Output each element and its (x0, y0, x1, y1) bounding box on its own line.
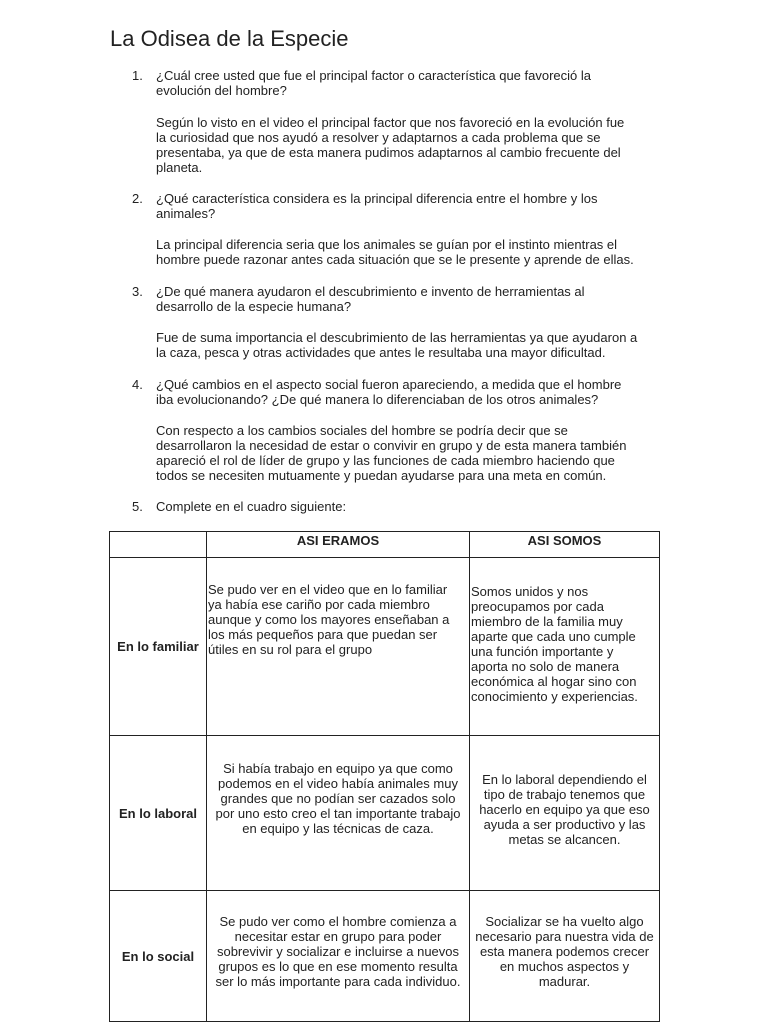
text-line: preocupamos por cada (471, 599, 604, 614)
text-line: una función importante y (471, 644, 614, 659)
text-line: hombre puede razonar antes cada situación que se le presente y aprende de ellas. (156, 252, 634, 267)
answer-text (156, 330, 666, 360)
text-line: hacerlo en equipo ya que eso (479, 802, 650, 817)
question-text (156, 284, 666, 314)
text-line: madurar. (538, 974, 591, 989)
text-line: Con respecto a los cambios sociales del hombre se podría decir que se (156, 423, 568, 438)
table-row (110, 558, 660, 736)
cell-somos (470, 558, 660, 736)
question-number: 4. (132, 377, 143, 392)
comparison-table (109, 531, 660, 1022)
text-line: metas se alcancen. (508, 832, 621, 847)
question-number: 3. (132, 284, 143, 299)
row-label-laboral: En lo laboral (110, 736, 207, 891)
text-line: desarrollaron la necesidad de estar o convivir en grupo y de esta manera también (156, 438, 627, 453)
text-line: grandes que no podían ser cazados solo (220, 791, 456, 806)
text-line: económica al hogar sino con (471, 674, 637, 689)
text-line: ya había ese cariño por cada miembro (208, 597, 430, 612)
text-line: animales? (156, 206, 216, 221)
text-line: conocimiento y experiencias. (471, 689, 638, 704)
text-line: Fue de suma importancia el descubrimiento de las herramientas ya que ayudaron a (156, 330, 638, 345)
text-line: aunque y como los mayores enseñaban a (208, 612, 450, 627)
text-line: aparte que cada uno cumple (471, 629, 636, 644)
question-text (156, 68, 666, 98)
table-header-asi-eramos: ASI ERAMOS (207, 532, 470, 558)
text-line: grupos es lo que en ese momento resulta (218, 959, 458, 974)
question-number: 1. (132, 68, 143, 83)
answer-text (156, 115, 666, 175)
text-line: la curiosidad que nos ayudó a resolver y adaptarnos a cada problema que se (156, 130, 601, 145)
text-line: aporta no solo de manera (471, 659, 620, 674)
table-header-asi-somos: ASI SOMOS (470, 532, 660, 558)
question-text (156, 191, 666, 221)
text-line: iba evolucionando? ¿De qué manera lo diferenciaban de los otros animales? (156, 392, 599, 407)
question-text (156, 499, 666, 514)
text-line: en equipo y las técnicas de caza. (242, 821, 434, 836)
text-line: la caza, pesca y otras actividades que antes le resultaba una mayor dificultad. (156, 345, 606, 360)
text-line: planeta. (156, 160, 203, 175)
text-line: ¿Qué característica considera es la principal diferencia entre el hombre y los (156, 191, 598, 206)
text-line: presentaba, ya que de esta manera pudimos adaptarnos al cambio frecuente del (156, 145, 621, 160)
text-line: Somos unidos y nos (471, 584, 589, 599)
text-line: necesario para nuestra vida de (475, 929, 654, 944)
text-line: miembro de la familia muy (471, 614, 623, 629)
question-number: 2. (132, 191, 143, 206)
text-line: Según lo visto en el video el principal factor que nos favoreció en la evolución fue (156, 115, 625, 130)
table-header-row (110, 532, 660, 558)
text-line: ser lo más importante para cada individuo. (215, 974, 461, 989)
text-line: En lo laboral dependiendo el (482, 772, 647, 787)
text-line: sobrevivir y socializar e incluirse a nuevos (216, 944, 460, 959)
cell-somos (470, 736, 660, 891)
text-line: tipo de trabajo tenemos que (483, 787, 646, 802)
text-line: desarrollo de la especie humana? (156, 299, 352, 314)
text-line: ¿De qué manera ayudaron el descubrimiento e invento de herramientas al (156, 284, 585, 299)
text-line: todos se necesiten mutuamente y puedan ayudarse para una meta en común. (156, 468, 607, 483)
text-line: esta manera podemos crecer (479, 944, 650, 959)
row-label-social: En lo social (110, 891, 207, 1022)
page-title: La Odisea de la Especie (110, 26, 349, 51)
text-line: ¿Qué cambios en el aspecto social fueron apareciendo, a medida que el hombre (156, 377, 622, 392)
cell-eramos (207, 558, 470, 736)
text-line: Si había trabajo en equipo ya que como (223, 761, 453, 776)
text-line: La principal diferencia seria que los animales se guían por el instinto mientras el (156, 237, 618, 252)
text-line: Complete en el cuadro siguiente: (156, 499, 347, 514)
cell-somos (470, 891, 660, 1022)
row-label-familiar: En lo familiar (110, 558, 207, 736)
text-line: necesitar estar en grupo para poder (234, 929, 442, 944)
cell-eramos (207, 736, 470, 891)
text-line: útiles en su rol para el grupo (208, 642, 373, 657)
text-line: podemos en el video había animales muy (218, 776, 458, 791)
text-line: en muchos aspectos y (499, 959, 630, 974)
text-line: apareció el rol de líder de grupo y las funciones de cada miembro haciendo que (156, 453, 615, 468)
question-text (156, 377, 666, 407)
text-line: los más pequeños para que puedan ser (208, 627, 438, 642)
text-line: ayuda a ser productivo y las (483, 817, 646, 832)
text-line: Se pudo ver en el video que en lo familiar (208, 582, 448, 597)
text-line: por uno esto creo el tan importante trabajo (215, 806, 461, 821)
answer-text (156, 423, 666, 483)
cell-eramos (207, 891, 470, 1022)
table-row (110, 891, 660, 1022)
text-line: Socializar se ha vuelto algo (485, 914, 644, 929)
question-number: 5. (132, 499, 143, 514)
table-header-empty (110, 532, 207, 558)
text-line: ¿Cuál cree usted que fue el principal factor o característica que favoreció la (156, 68, 592, 83)
answer-text (156, 237, 666, 267)
table-row (110, 736, 660, 891)
text-line: Se pudo ver como el hombre comienza a (219, 914, 457, 929)
text-line: evolución del hombre? (156, 83, 287, 98)
